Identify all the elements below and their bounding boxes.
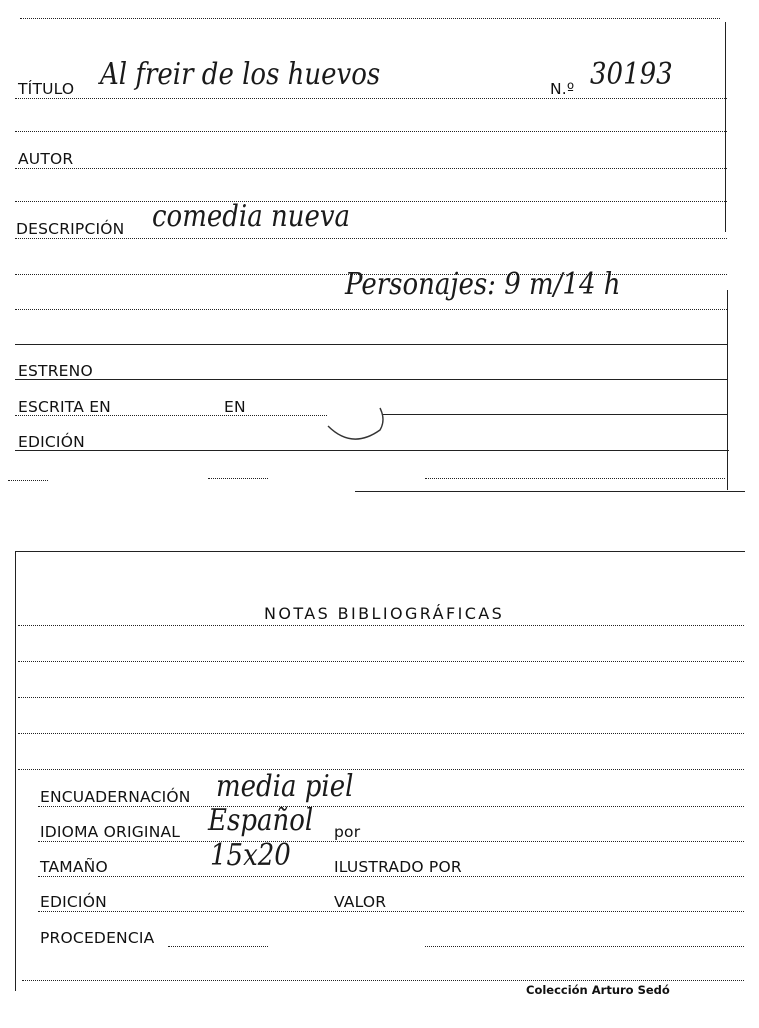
autor-label: AUTOR (18, 150, 74, 168)
estreno-label: ESTRENO (18, 362, 93, 380)
line-personajes (15, 309, 727, 310)
tamano-label: TAMAÑO (40, 858, 108, 876)
line-procedencia-left (168, 946, 268, 947)
card-bottom-edge (355, 491, 745, 492)
notas-line-last (22, 980, 744, 981)
procedencia-label: PROCEDENCIA (40, 929, 155, 947)
por-label: por (334, 823, 361, 841)
escrita-en-label: ESCRITA EN (18, 398, 111, 416)
fragment-2 (208, 478, 268, 479)
valor-label: VALOR (334, 893, 387, 911)
line-titulo (15, 98, 727, 99)
notas-line-4 (18, 733, 744, 734)
bottom-card-top-border (15, 551, 745, 552)
ilustrado-label: ILUSTRADO POR (334, 858, 462, 876)
top-border (20, 18, 720, 19)
line-escrita-left (15, 415, 327, 416)
descripcion-value: comedia nueva (152, 199, 351, 234)
fragment-3 (425, 478, 725, 479)
en-label: EN (224, 398, 246, 416)
line-encuadernacion (38, 806, 744, 807)
punch-hole-arc (322, 404, 388, 444)
line-autor (15, 168, 727, 169)
tamano-value: 15x20 (210, 838, 291, 873)
notas-line-3 (18, 697, 744, 698)
numero-label: N.º (550, 80, 575, 98)
line-descripcion (15, 238, 727, 239)
line-idioma (38, 841, 744, 842)
line-2 (15, 131, 727, 132)
encuadernacion-label: ENCUADERNACIÓN (40, 788, 191, 806)
titulo-label: TÍTULO (18, 80, 75, 98)
numero-value: 30193 (590, 57, 673, 92)
descripcion-label: DESCRIPCIÓN (16, 220, 125, 238)
line-estreno (15, 379, 727, 380)
fragment-1 (8, 480, 48, 481)
line-escrita-right (383, 414, 727, 415)
idioma-value: Español (208, 803, 314, 838)
line-edicion2 (38, 911, 744, 912)
line-edicion (15, 450, 729, 451)
edicion2-label: EDICIÓN (40, 893, 107, 911)
notas-line-5 (18, 769, 744, 770)
personajes-value: Personajes: 9 m/14 h (345, 267, 621, 302)
line-procedencia-right (425, 946, 744, 947)
idioma-label: IDIOMA ORIGINAL (40, 823, 181, 841)
line-8 (15, 344, 727, 345)
notas-line-1 (18, 625, 744, 626)
notas-line-2 (18, 661, 744, 662)
bottom-card-left-border (15, 551, 16, 991)
encuadernacion-value: media piel (216, 769, 354, 804)
coleccion-footer: Colección Arturo Sedó (526, 983, 670, 997)
notas-title: NOTAS BIBLIOGRÁFICAS (264, 604, 505, 623)
titulo-value: Al freir de los huevos (100, 57, 381, 92)
right-border-lower (727, 290, 728, 490)
edicion-label: EDICIÓN (18, 433, 85, 451)
line-tamano (38, 876, 744, 877)
line-4 (15, 201, 727, 202)
